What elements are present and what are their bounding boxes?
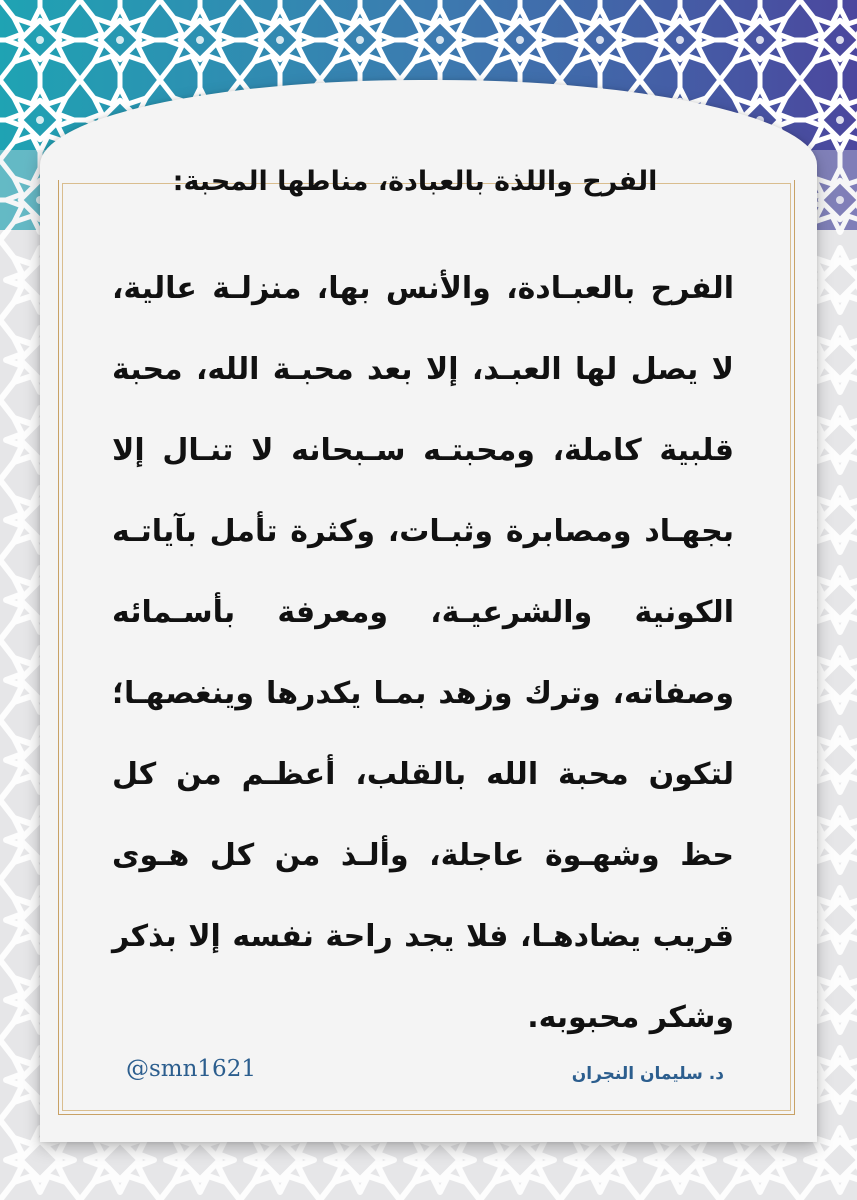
body-paragraph: الفرح بالعبـادة، والأنس بها، منزلـة عالية، لا يصل لها العبـد، إلا بعد محبـة الله، محبة قلبية كاملة، ومحبتـه سـبحانه لا تنـال إلا بجهـاد ومصابرة وثبـات، وكثرة تأمل بآياتـه الكونية والشرعيـة، ومعرفة بأسـمائه وصفاته، وترك وزهد بمـا يكدرها وينغصهـا؛ لتكون محبة الله بالقلب، أعظـم من كل حظ وشهـوة عاجلة، وألـذ من كل هـوى قريب يضادهـا، فلا يجد راحة نفسه إلا بذكر وشكر محبوبه. [112, 271, 734, 1035]
author-name: د. سليمان النجران [571, 1064, 724, 1084]
page-title: الفرح واللذة بالعبادة، مناطها المحبة: [172, 166, 658, 197]
twitter-handle: @smn1621 [126, 1056, 256, 1082]
